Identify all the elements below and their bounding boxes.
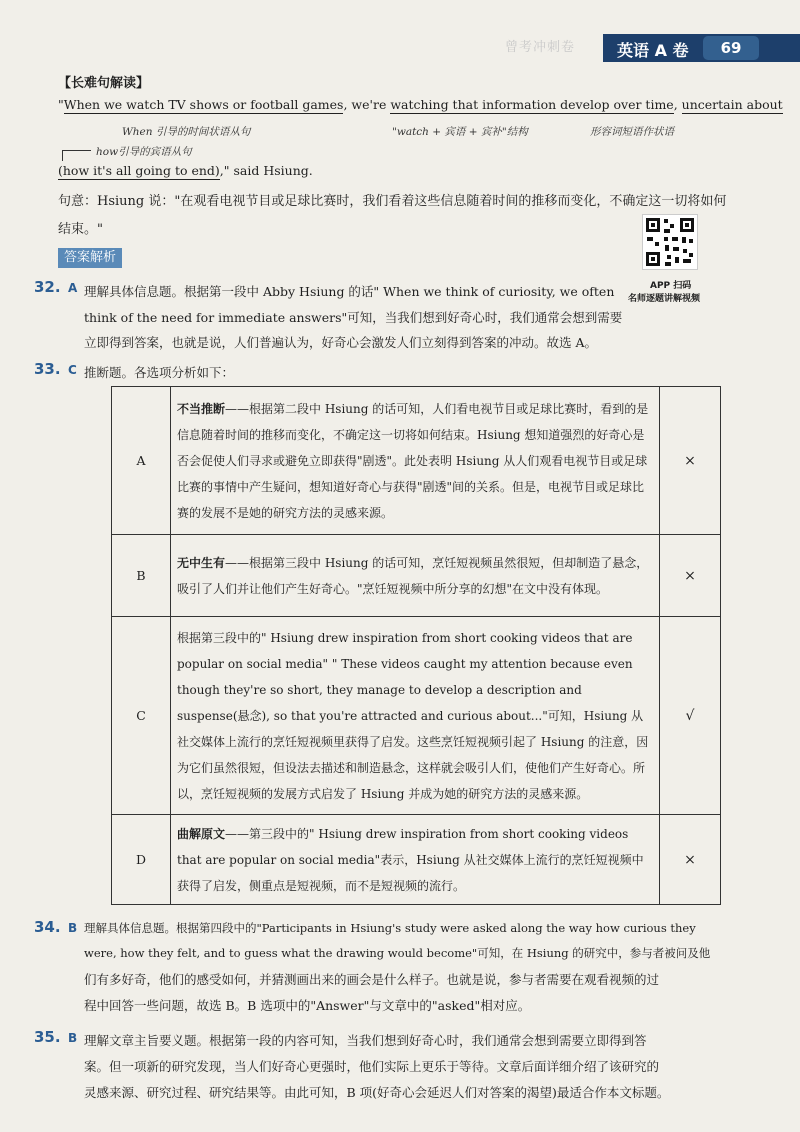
q34-line: 们有多好奇，他们的感受如何，并猜测画出来的画会是什么样子。也就是说，参与者需要在观看视频的过 (84, 972, 660, 987)
annotation-adjective: 形容词短语作状语 (590, 126, 674, 138)
q35-line: 灵感来源、研究过程、研究结果等。由此可知，B 项(好奇心会延迟人们对答案的渴望)最适合作本文标题。 (84, 1085, 670, 1100)
qr-code-icon[interactable] (642, 214, 698, 270)
q34-line: 理解具体信息题。根据第四段中的"Participants in Hsiung's study were asked along the way how curious they (84, 921, 696, 935)
meaning-line2: 结束。" (58, 222, 103, 237)
option-analysis (171, 815, 660, 905)
q33-number: 33. (34, 360, 61, 378)
clause-how: (how it's all going to end) (58, 163, 220, 178)
note-arrow-icon (62, 150, 91, 161)
table-row (112, 535, 721, 617)
quote-open: " (58, 97, 64, 112)
option-type: 无中生有 (177, 555, 226, 570)
option-type: 曲解原文 (177, 826, 226, 841)
q32-line: 理解具体信息题。根据第一段中 Abby Hsiung 的话" When we think of curiosity, we often (84, 284, 615, 299)
option-mark: × (660, 535, 721, 617)
q35-line: 理解文章主旨要义题。根据第一段的内容可知，当我们想到好奇心时，我们通常会想到需要立即得到答 (84, 1033, 647, 1048)
q32-line: 立即得到答案，也就是说，人们普遍认为，好奇心会激发人们立刻得到答案的冲动。故选 A。 (84, 335, 598, 350)
sentence-tail: ," said Hsiung. (219, 163, 313, 178)
q33-answer: C (68, 363, 77, 377)
option-text: 根据第三段中的" Hsiung drew inspiration from short cooking videos that are popular on social media" " These videos caught my attention because even though they're so short, they manage to develop a description and suspense(悬念), so that you're attracted and curious about..."可知，Hsiung 从社交媒体上流行的烹饪短视频里获得了启发。这些烹饪短视频引起了 Hsiung 的注意，因为它们虽然很短，但设法去描述和制造悬念，这样就会吸引人们，使他们产生好奇心。所以，烹饪短视频的发展方式启发了 Hsiung 并成为她的研究方法的灵感来源。 (177, 630, 649, 801)
annotation-watch: "watch + 宾语 + 宾补"结构 (392, 126, 528, 138)
q35-answer: B (68, 1031, 78, 1045)
option-label: B (112, 535, 171, 617)
clause-when: When we watch TV shows or football games (63, 97, 344, 112)
q32-answer: A (68, 281, 78, 295)
page-number: 69 (703, 36, 759, 60)
annotation-how: how引导的宾语从句 (96, 146, 192, 158)
answer-analysis-tag: 答案解析 (58, 248, 122, 268)
option-text: ——第三段中的" Hsiung drew inspiration from short cooking videos that are popular on social media"表示，Hsiung 从社交媒体上流行的烹饪短视频中获得了启发，侧重点是短视频，而不是短视频的流行。 (177, 826, 644, 893)
q34-answer: B (68, 921, 78, 935)
table-row (112, 617, 721, 815)
q32-number: 32. (34, 278, 61, 296)
qr-caption-scan: APP 扫码 (650, 281, 692, 291)
option-label: D (112, 815, 171, 905)
header-faint-text: 曾考冲刺卷 (505, 40, 576, 55)
option-mark: √ (660, 617, 721, 815)
q35-line: 案。但一项新的研究发现，当人们好奇心更强时，他们实际上更乐于等待。文章后面详细介绍了该研究的 (84, 1059, 660, 1074)
sep1: , we're (343, 97, 391, 112)
q35-number: 35. (34, 1028, 61, 1046)
option-analysis (171, 535, 660, 617)
q34-line: were, how they felt, and to guess what the drawing would become"可知，在 Hsiung 的研究中，参与者被问及他 (84, 946, 711, 960)
option-mark: × (660, 387, 721, 535)
options-table (111, 386, 721, 905)
table-row (112, 815, 721, 905)
option-label: C (112, 617, 171, 815)
annotation-when: When 引导的时间状语从句 (122, 126, 251, 138)
clause-uncertain: uncertain about (681, 97, 783, 112)
option-text: ——根据第二段中 Hsiung 的话可知，人们看电视节目或足球比赛时，看到的是信息随着时间的推移而变化，不确定这一切将如何结束。Hsiung 想知道强烈的好奇心是否会促使人们寻求或避免立即获得"剧透"。此处表明 Hsiung 从人们观看电视节目或足球比赛的事情中产生疑问，想知道好奇心与获得"剧透"间的关系。但是，电视节目或足球比赛的发展不是她的研究方法的灵感来源。 (177, 401, 649, 520)
section-title: 【长难句解读】 (58, 76, 150, 91)
sep2: , (673, 97, 682, 112)
long-sentence-line1 (58, 97, 783, 112)
option-mark: × (660, 815, 721, 905)
header-subject: 英语 A 卷 (617, 41, 689, 60)
meaning-line1: 句意：Hsiung 说："在观看电视节目或足球比赛时，我们看着这些信息随着时间的推移而变化，不确定这一切将如何 (58, 194, 727, 209)
long-sentence-line2 (58, 163, 313, 178)
q34-number: 34. (34, 918, 61, 936)
option-label: A (112, 387, 171, 535)
option-analysis (171, 617, 660, 815)
clause-watch: watching that information develop over time (390, 97, 674, 112)
table-row (112, 387, 721, 535)
option-text: ——根据第三段中 Hsiung 的话可知，烹饪短视频虽然很短，但却制造了悬念，吸引了人们并让他们产生好奇心。"烹饪短视频中所分享的幻想"在文中没有体现。 (177, 555, 649, 596)
qr-caption-video: 名师逐题讲解视频 (628, 294, 701, 304)
option-analysis (171, 387, 660, 535)
q34-line: 程中回答一些问题，故选 B。B 选项中的"Answer"与文章中的"asked"相对应。 (84, 998, 531, 1013)
option-type: 不当推断 (177, 401, 226, 416)
q32-line: think of the need for immediate answers"可知，当我们想到好奇心时，我们通常会想到需要 (84, 310, 623, 325)
q33-intro: 推断题。各选项分析如下： (84, 365, 235, 380)
